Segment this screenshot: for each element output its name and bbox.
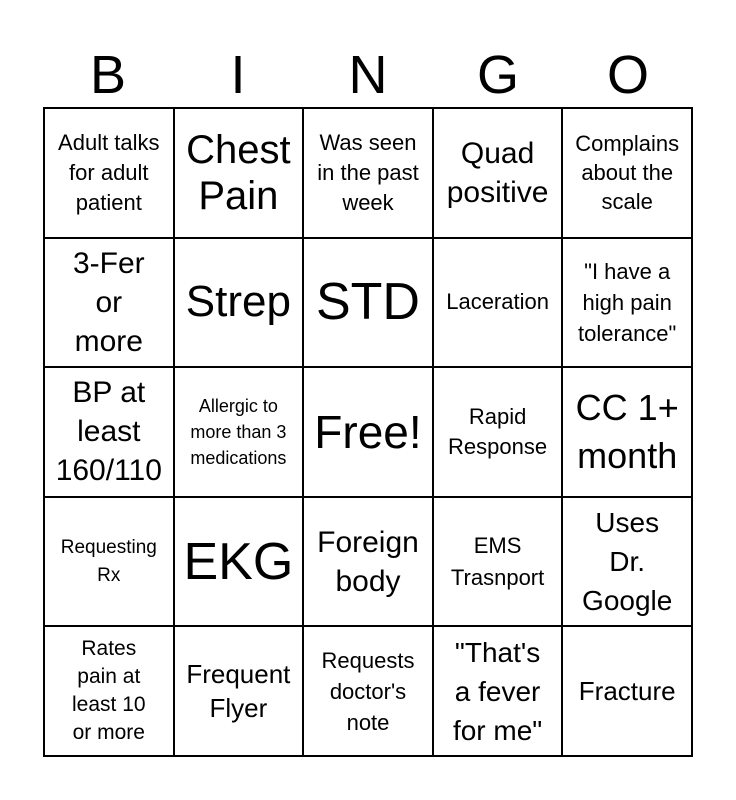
cell-text: BP at least 160/110	[55, 376, 162, 488]
bingo-cell[interactable]	[562, 108, 692, 238]
cell-text: Rates pain at least 10 or more	[72, 637, 146, 745]
cell-text: Was seen in the past week	[317, 129, 419, 215]
cell-text: Foreign body	[317, 525, 419, 598]
bingo-cell[interactable]	[303, 497, 433, 627]
bingo-header	[43, 42, 693, 108]
cell-text: "I have a high pain tolerance"	[578, 258, 677, 346]
bingo-cell[interactable]	[174, 497, 304, 627]
header-letter-g: G	[476, 45, 519, 105]
cell-text: EMS Trasnport	[450, 532, 545, 590]
header-letter-i: I	[230, 45, 246, 105]
cell-text: Free!	[314, 405, 422, 458]
cell-text: Requests doctor's note	[321, 647, 415, 735]
bingo-cell[interactable]	[433, 367, 563, 497]
bingo-cell[interactable]	[562, 367, 692, 497]
bingo-cell[interactable]	[433, 497, 563, 627]
bingo-cell[interactable]	[562, 238, 692, 368]
bingo-cell[interactable]	[44, 497, 174, 627]
cell-text: Strep	[185, 277, 291, 327]
bingo-cell[interactable]	[44, 108, 174, 238]
cell-text: Quad positive	[446, 136, 549, 209]
bingo-cell[interactable]	[44, 367, 174, 497]
bingo-cell[interactable]	[174, 108, 304, 238]
header-letter-o: O	[606, 45, 649, 105]
bingo-cell[interactable]	[303, 626, 433, 756]
bingo-cell[interactable]	[303, 367, 433, 497]
cell-text: Rapid Response	[448, 403, 548, 459]
cell-text: Uses Dr. Google	[582, 507, 673, 617]
cell-text: Complains about the scale	[575, 131, 680, 215]
cell-text: 3-Fer or more	[72, 246, 145, 358]
cell-text: Adult talks for adult patient	[58, 129, 160, 215]
cell-text: Fracture	[578, 676, 676, 707]
cell-text: Chest Pain	[186, 127, 291, 218]
bingo-cell[interactable]	[44, 238, 174, 368]
cell-text: STD	[315, 273, 420, 332]
cell-text: Allergic to more than 3 medications	[190, 395, 287, 468]
cell-text: CC 1+ month	[575, 386, 679, 476]
cell-text: Frequent Flyer	[186, 659, 291, 724]
bingo-cell[interactable]	[562, 626, 692, 756]
header-letter-b: B	[89, 45, 127, 105]
bingo-cell[interactable]	[174, 367, 304, 497]
bingo-cell[interactable]	[303, 238, 433, 368]
bingo-cell[interactable]	[303, 108, 433, 238]
cell-text: "That's a fever for me"	[452, 636, 543, 746]
cell-text: EKG	[183, 532, 294, 591]
bingo-grid	[43, 107, 693, 757]
bingo-cell[interactable]	[44, 626, 174, 756]
bingo-cell[interactable]	[433, 108, 563, 238]
bingo-cell[interactable]	[562, 497, 692, 627]
bingo-cell[interactable]	[433, 626, 563, 756]
bingo-cell[interactable]	[174, 238, 304, 368]
header-letter-n: N	[348, 45, 388, 105]
cell-text: Requesting Rx	[60, 536, 157, 586]
bingo-cell[interactable]	[174, 626, 304, 756]
bingo-cell[interactable]	[433, 238, 563, 368]
cell-text: Laceration	[446, 289, 549, 315]
